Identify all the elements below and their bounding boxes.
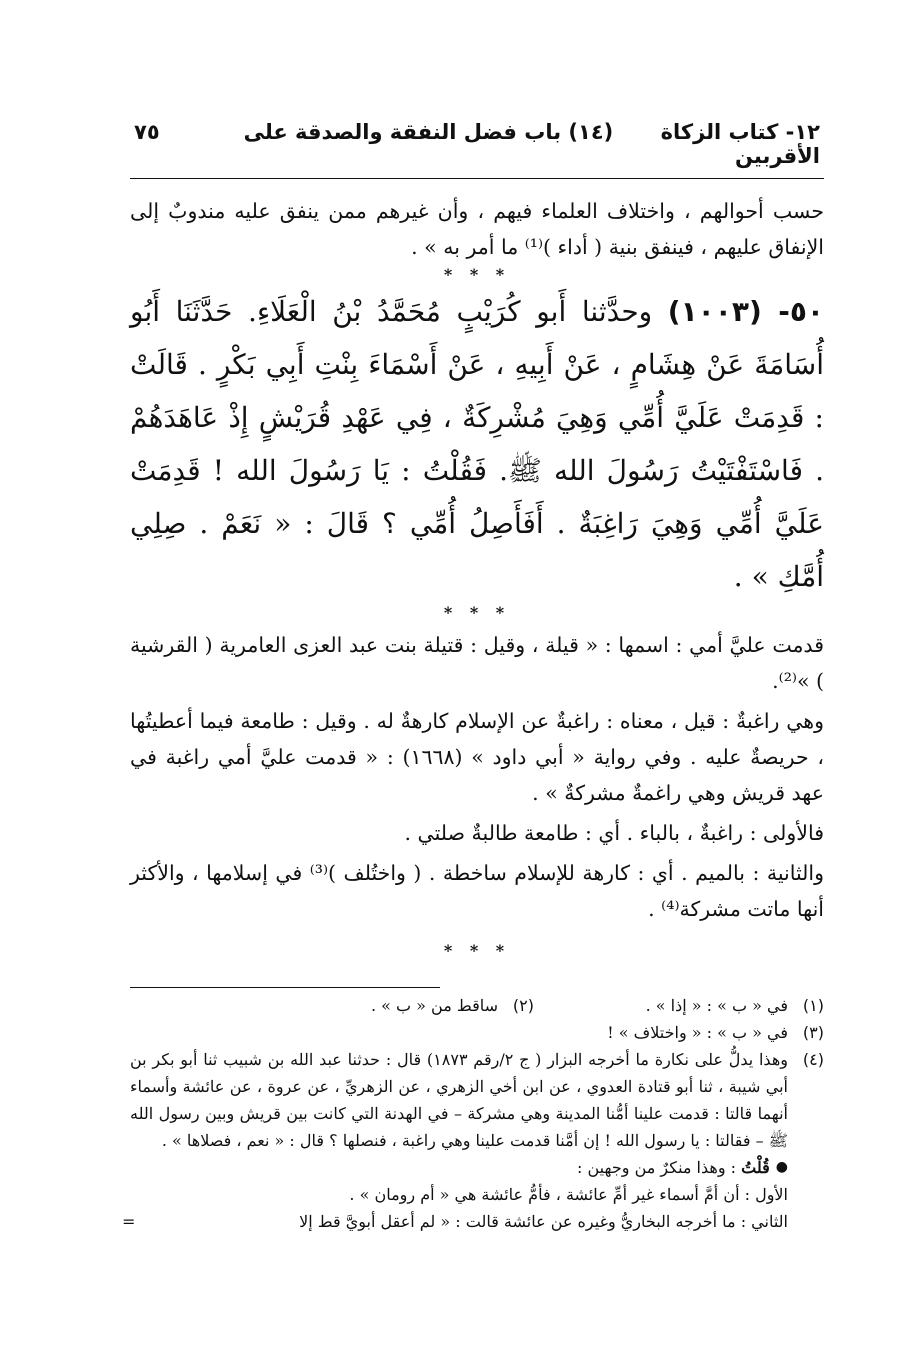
footnotes (122, 992, 824, 1235)
book-page (122, 120, 825, 1235)
continued-marker: = (122, 1212, 136, 1231)
first-reason: الأول : أن أمَّ أسماء غير أمِّ عائشة ، فأمُّ عائشة هي « أم رومان » . (349, 1185, 788, 1204)
second-reason-line (122, 1208, 788, 1235)
intro-paragraph: حسب أحوالهم ، واختلاف العلماء فيهم ، وأن غيرهم ممن ينفق عليه مندوبٌ إلى الإنفاق عليهم ، فينفق بنية ( أداء )⁽¹⁾ ما أمر به » . (130, 199, 824, 259)
running-header (130, 120, 824, 179)
footnote-row (130, 992, 824, 1019)
separator-stars: * * * (443, 603, 511, 622)
footnote-number: (١) (802, 996, 824, 1015)
footnote-1 (574, 992, 824, 1019)
footnote-number: (٤) (802, 1050, 824, 1069)
chapter-title: ١٢- كتاب الزكاة (660, 120, 820, 144)
footnote-3 (130, 1019, 824, 1046)
footnote-text: في « ب » : « إذا » . (645, 996, 788, 1015)
footnote-text: في « ب » : « واختلاف » ! (607, 1023, 788, 1042)
footnote-divider (130, 987, 440, 988)
qultu-text: : وهذا منكرٌ من وجهين : (577, 1158, 737, 1177)
commentary-paragraph: قدمت عليَّ أمي : اسمها : « قيلة ، وقيل : قتيلة بنت عبد العزى العامرية ( القرشية ) »⁽²⁾. (130, 633, 824, 693)
page-number: ٧٥ (134, 120, 160, 144)
commentary-paragraph: والثانية : بالميم . أي : كارهة للإسلام ساخطة . ( واختُلف )⁽³⁾ في إسلامها ، والأكثر أنها ماتت مشركة⁽⁴⁾ . (130, 861, 824, 921)
footnote-number: (٣) (802, 1023, 824, 1042)
hadith-number: ٥٠- (١٠٠٣) (667, 295, 825, 328)
footnote-text: وهذا يدلُّ على نكارة ما أخرجه البزار ( ج ٢/رقم ١٨٧٣) قال : حدثنا عبد الله بن شبيب ثنا أبو بكر بن أبي شيبة ، ثنا أبو قتادة العدوي ، عن ابن أخي الزهري ، عن الزهريِّ ، عن عروة ، عن عائشة وأسماء أنهما قالتا : قدمت علينا أمُّنا المدينة وهي مشركة – في الهدنة التي كانت بين قريش وبين رسول الله ﷺ – فقالتا : يا رسول الله ! إن أمَّنا قدمت علينا وهي راغبة ، فنصلها ؟ قال : « نعم ، فصلاها » . (130, 1050, 788, 1150)
qultu-label: قُلْتُ (741, 1158, 770, 1177)
footnote-text: ساقط من « ب » . (370, 996, 498, 1015)
bullet-icon: ● (775, 1159, 788, 1175)
hadith-body: وحدَّثنا أَبو كُرَيْبٍ مُحَمَّدُ بْنُ الْعَلَاءِ. حَدَّثَنَا أَبُو أُسَامَةَ عَنْ هِشَامٍ ، عَنْ أَبِيهِ ، عَنْ أَسْمَاءَ بِنْتِ أَبِي بَكْرٍ . قَالَتْ : قَدِمَتْ عَلَيَّ أُمِّي وَهِيَ مُشْرِكَةٌ ، فِي عَهْدِ قُرَيْشٍ إِذْ عَاهَدَهُمْ . فَاسْتَفْتَيْتُ رَسُولَ الله ﷺ. فَقُلْتُ : يَا رَسُولَ الله ! قَدِمَتْ عَلَيَّ أُمِّي وَهِيَ رَاغِبَةٌ . أَفَأَصِلُ أُمِّي ؟ قَالَ : « نَعَمْ . صِلِي أُمَّكِ » . (130, 295, 824, 593)
section-title: (١٤) باب فضل النفقة والصدقة على الأقربين (243, 120, 820, 168)
hadith-text (130, 285, 824, 603)
separator-stars: * * * (443, 941, 511, 960)
footnote-4 (122, 1046, 824, 1235)
second-reason: الثاني : ما أخرجه البخاريُّ وغيره عن عائشة قالت : « لم أعقل أبويَّ قط إلا (299, 1212, 788, 1231)
footnote-2 (284, 992, 534, 1019)
header-titles (160, 120, 820, 168)
footnote-4-body (122, 1046, 788, 1235)
footnote-number: (٢) (512, 996, 534, 1015)
commentary (130, 627, 824, 927)
separator-stars: * * * (443, 265, 511, 284)
commentary-paragraph: وهي راغبةٌ : قيل ، معناه : راغبةٌ عن الإسلام كارهةٌ له . وقيل : طامعة فيما أعطيتُها ، حريصةٌ عليه . وفي رواية « أبي داود » (١٦٦٨) : « قدمت عليَّ أمي راغبة في عهد قريش وهي راغمةٌ مشركةٌ » . (130, 709, 824, 805)
commentary-paragraph: فالأولى : راغبةٌ ، بالباء . أي : طامعة طالبةٌ صلتي . (404, 821, 824, 845)
qultu-line (130, 1154, 788, 1181)
